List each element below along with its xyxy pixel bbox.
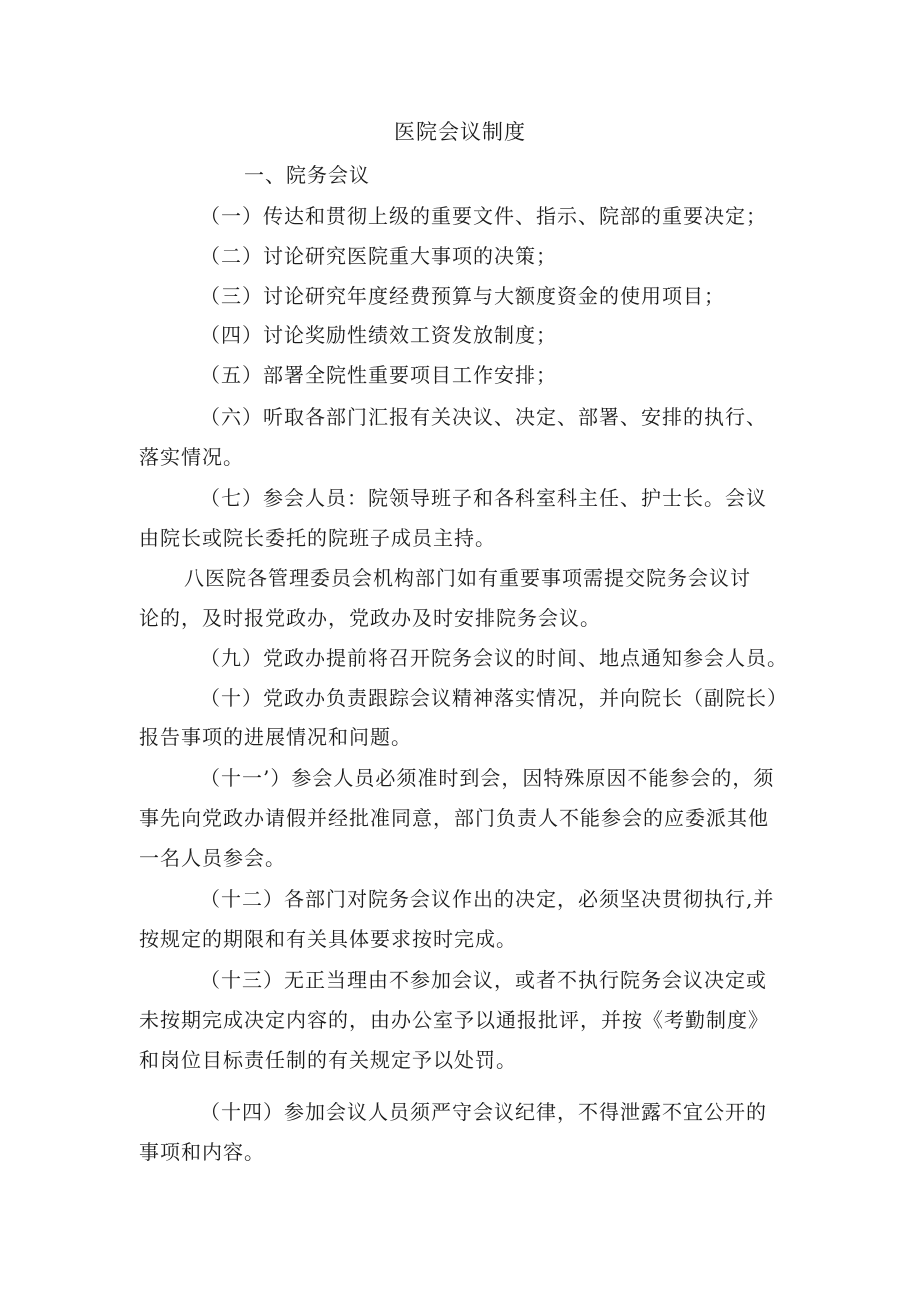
paragraph-line: 事项和内容。 — [139, 1140, 265, 1164]
paragraph-line: （十二）各部门对院务会议作出的决定，必须坚决贯彻执行,并 — [200, 887, 775, 911]
paragraph-line: （七）参会人员：院领导班子和各科室科主任、护士长。会议 — [200, 486, 767, 510]
paragraph-line: （一）传达和贯彻上级的重要文件、指示、院部的重要决定； — [200, 204, 767, 228]
paragraph-line: （六）听取各部门汇报有关决议、决定、部署、安排的执行、 — [200, 405, 767, 429]
paragraph-line: （九）党政办提前将召开院务会议的时间、地点通知参会人员。 — [200, 646, 788, 670]
paragraph-line: 落实情况。 — [139, 445, 244, 469]
paragraph-line: （十一’）参会人员必须准时到会，因特殊原因不能参会的，须 — [200, 766, 775, 790]
paragraph-line: （五）部署全院性重要项目工作安排； — [200, 363, 557, 387]
paragraph-line: 一名人员参会。 — [139, 846, 286, 870]
paragraph-line: 未按期完成决定内容的，由办公室予以通报批评，并按《考勤制度》 — [139, 1008, 769, 1032]
paragraph-line: 事先向党政办请假并经批准同意，部门负责人不能参会的应委派其他 — [139, 806, 769, 830]
paragraph-line: 论的，及时报党政办，党政办及时安排院务会议。 — [139, 606, 601, 630]
paragraph-line: （三）讨论研究年度经费预算与大额度资金的使用项目； — [200, 284, 725, 308]
document-title: 医院会议制度 — [394, 120, 526, 144]
paragraph-line: 按规定的期限和有关具体要求按时完成。 — [139, 927, 517, 951]
paragraph-line: 和岗位目标责任制的有关规定予以处罚。 — [139, 1048, 517, 1072]
section-heading: 一、院务会议 — [244, 163, 370, 187]
paragraph-line: 报告事项的进展情况和问题。 — [139, 725, 412, 749]
paragraph-line: （二）讨论研究医院重大事项的决策； — [200, 244, 557, 268]
paragraph-line: （十四）参加会议人员须严守会议纪律，不得泄露不宜公开的 — [200, 1100, 767, 1124]
paragraph-line: 由院长或院长委托的院班子成员主持。 — [139, 526, 496, 550]
paragraph-line: （十三）无正当理由不参加会议，或者不执行院务会议决定或 — [200, 968, 767, 992]
paragraph-line: 八医院各管理委员会机构部门如有重要事项需提交院务会议讨 — [184, 566, 751, 590]
paragraph-line: （四）讨论奖励性绩效工资发放制度； — [200, 323, 557, 347]
paragraph-line: （十）党政办负责跟踪会议精神落实情况，并向院长（副院长） — [200, 686, 788, 710]
